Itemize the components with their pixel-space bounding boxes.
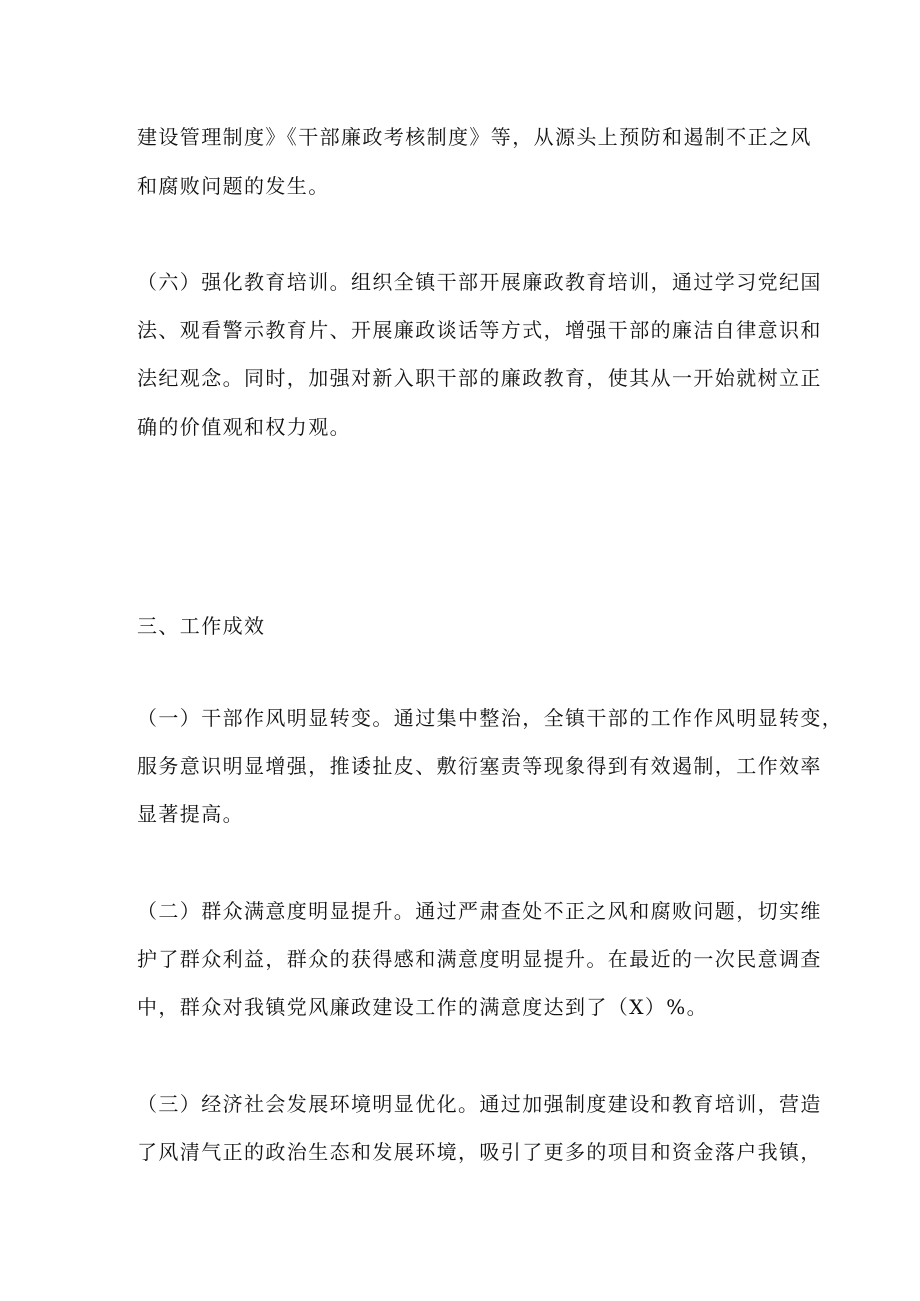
paragraph-line: 法纪观念。同时，加强对新入职干部的廉政教育，使其从一开始就树立正: [137, 366, 822, 390]
paragraph-line: 中，群众对我镇党风廉政建设工作的满意度达到了（X）%。: [137, 995, 709, 1019]
paragraph-line: （一）干部作风明显转变。通过集中整治，全镇干部的工作作风明显转变，: [137, 706, 844, 730]
paragraph-line: 显著提高。: [137, 802, 244, 826]
paragraph-line: 法、观看警示教育片、开展廉政谈话等方式，增强干部的廉洁自律意识和: [137, 318, 822, 342]
paragraph-line: 护了群众利益，群众的获得感和满意度明显提升。在最近的一次民意调查: [137, 947, 822, 971]
paragraph-line: 确的价值观和权力观。: [137, 415, 351, 439]
paragraph-line: （六）强化教育培训。组织全镇干部开展廉政教育培训，通过学习党纪国: [137, 270, 822, 294]
paragraph-line: （三）经济社会发展环境明显优化。通过加强制度建设和教育培训，营造: [137, 1092, 822, 1116]
section-heading: 三、工作成效: [137, 614, 266, 638]
paragraph-line: 了风清气正的政治生态和发展环境，吸引了更多的项目和资金落户我镇，: [137, 1140, 822, 1164]
paragraph-line: 和腐败问题的发生。: [137, 174, 330, 198]
paragraph-line: 服务意识明显增强，推诿扯皮、敷衍塞责等现象得到有效遏制，工作效率: [137, 754, 822, 778]
paragraph-line: 建设管理制度》《干部廉政考核制度》等，从源头上预防和遏制不正之风: [137, 125, 812, 149]
paragraph-line: （二）群众满意度明显提升。通过严肃查处不正之风和腐败问题，切实维: [137, 899, 822, 923]
